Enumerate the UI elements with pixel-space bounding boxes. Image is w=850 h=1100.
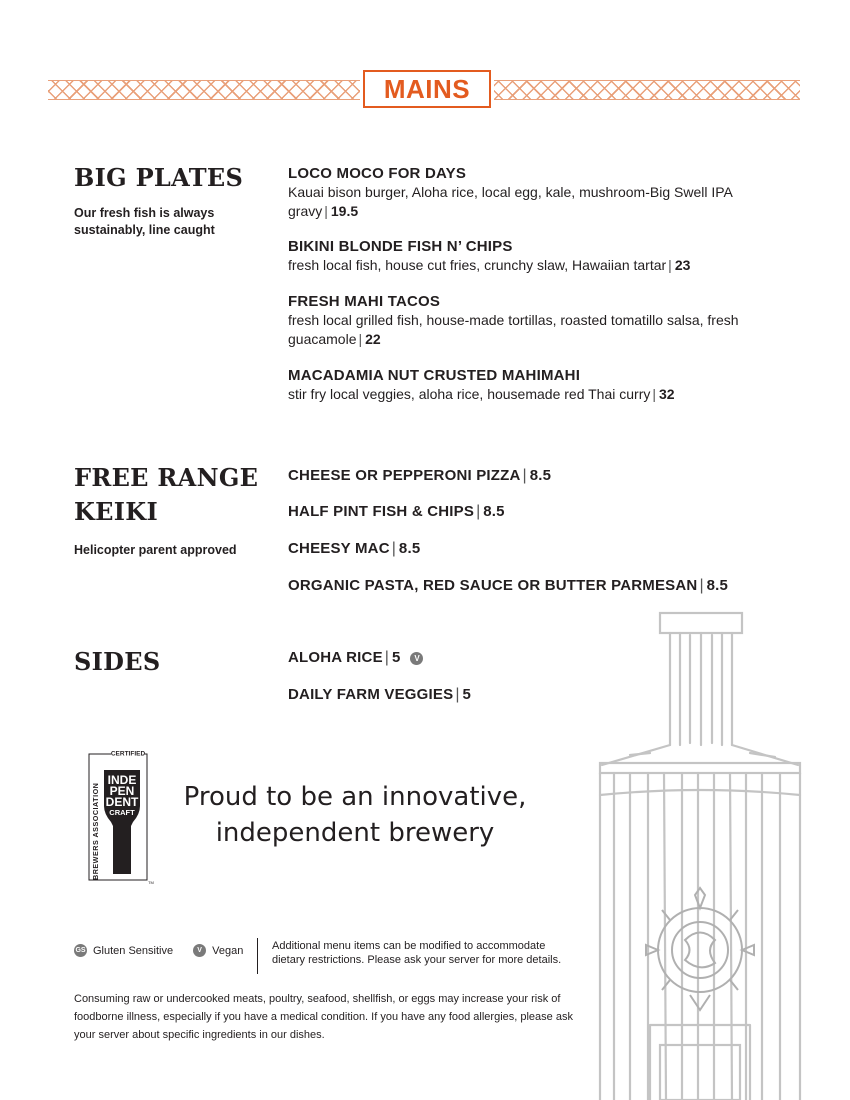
item-price: 8.5 (398, 540, 421, 557)
menu-item: ORGANIC PASTA, RED SAUCE OR BUTTER PARMESAN | 8.5 (288, 577, 729, 594)
legend-label-vegan: Vegan (212, 944, 244, 957)
item-name: DAILY FARM VEGGIES (288, 686, 454, 703)
logo-text-line1: INDE (107, 773, 137, 787)
section-title-line: FREE RANGE (74, 463, 259, 492)
item-name: ORGANIC PASTA, RED SAUCE OR BUTTER PARMESAN (288, 577, 698, 594)
proud-statement (150, 779, 560, 851)
logo-text-line2: PEN (109, 784, 135, 798)
section-title-line: KEIKI (74, 497, 158, 526)
decorative-pattern-left (48, 80, 360, 100)
decorative-pattern-right (494, 80, 800, 100)
logo-text-line3: DENT (105, 795, 139, 809)
item-desc-text: fresh local grilled fish, house-made tortillas, roasted tomatillo salsa, fresh guacamole (288, 312, 739, 347)
vegan-badge-icon: V (410, 652, 423, 665)
logo-text-line4: CRAFT (109, 808, 135, 817)
item-name: ALOHA RICE (288, 649, 383, 666)
item-description: fresh local grilled fish, house-made tortillas, roasted tomatillo salsa, fresh guacamole | 22 (288, 312, 739, 347)
item-name: LOCO MOCO FOR DAYS (288, 165, 467, 182)
vegan-icon: V (193, 944, 206, 957)
section-note-big-plates: Our fresh fish is always sustainably, line caught (74, 206, 215, 237)
menu-item: DAILY FARM VEGGIES | 5 (288, 686, 472, 703)
item-description: fresh local fish, house cut fries, crunchy slaw, Hawaiian tartar | 23 (288, 257, 691, 273)
item-desc-text: Kauai bison burger, Aloha rice, local egg, kale, mushroom-Big Swell IPA gravy (288, 184, 733, 219)
item-name: CHEESE OR PEPPERONI PIZZA (288, 467, 521, 484)
independent-craft-logo (87, 748, 157, 886)
legend-label-gluten: Gluten Sensitive (93, 944, 174, 957)
logo-certified-text: CERTIFIED (110, 750, 146, 758)
section-title-sides: SIDES (74, 647, 161, 676)
menu-item: HALF PINT FISH & CHIPS | 8.5 (288, 503, 505, 520)
menu-item (288, 292, 768, 349)
brew-tank-illustration (590, 605, 810, 1100)
menu-item (288, 164, 768, 221)
item-price: 22 (365, 331, 381, 347)
page-title: MAINS (363, 70, 491, 108)
logo-tm-text: TM (148, 880, 154, 885)
menu-item: ALOHA RICE | 5 V (288, 648, 768, 667)
logo-side-text: BREWERS ASSOCIATION (91, 782, 100, 880)
item-desc-text: fresh local fish, house cut fries, crunchy slaw, Hawaiian tartar (288, 257, 667, 273)
proud-line: Proud to be an innovative, (183, 782, 527, 812)
item-name: BIKINI BLONDE FISH N’ CHIPS (288, 238, 513, 255)
item-price: 19.5 (330, 203, 359, 219)
food-safety-warning: Consuming raw or undercooked meats, poultry, seafood, shellfish, or eggs may increase your risk of foodborne illness, especially if you have a medical condition. If you have any food allergies, please ask your server about specific ingredients in our dishes. (74, 993, 573, 1041)
menu-item: CHEESY MAC | 8.5 (288, 540, 421, 557)
item-price: 8.5 (483, 503, 505, 520)
section-title-keiki (74, 461, 258, 529)
header-banner (48, 70, 800, 110)
gluten-sensitive-icon: GS (74, 944, 87, 957)
dietary-note: Additional menu items can be modified to accommodate dietary restrictions. Please ask your server for more details. (272, 940, 562, 966)
menu-item (288, 237, 768, 275)
item-price: 23 (674, 257, 691, 273)
item-price: 32 (659, 386, 675, 402)
item-price: 5 (391, 649, 401, 666)
item-name: MACADAMIA NUT CRUSTED MAHIMAHI (288, 367, 581, 384)
menu-item (288, 366, 768, 404)
menu-item: CHEESE OR PEPPERONI PIZZA | 8.5 (288, 467, 552, 484)
item-price: 8.5 (529, 467, 552, 484)
dietary-legend (74, 944, 263, 957)
item-description: Kauai bison burger, Aloha rice, local egg, kale, mushroom-Big Swell IPA gravy | 19.5 (288, 184, 733, 219)
item-name: HALF PINT FISH & CHIPS (288, 503, 475, 520)
proud-line: independent brewery (215, 818, 495, 848)
section-note-keiki: Helicopter parent approved (74, 543, 237, 557)
item-price: 5 (462, 686, 472, 703)
item-name: FRESH MAHI TACOS (288, 293, 441, 310)
section-title-big-plates: BIG PLATES (74, 163, 244, 192)
divider (257, 938, 258, 974)
item-description: stir fry local veggies, aloha rice, housemade red Thai curry | 32 (288, 386, 675, 402)
item-desc-text: stir fry local veggies, aloha rice, housemade red Thai curry (288, 386, 651, 402)
item-price: 8.5 (706, 577, 729, 594)
item-name: CHEESY MAC (288, 540, 390, 557)
